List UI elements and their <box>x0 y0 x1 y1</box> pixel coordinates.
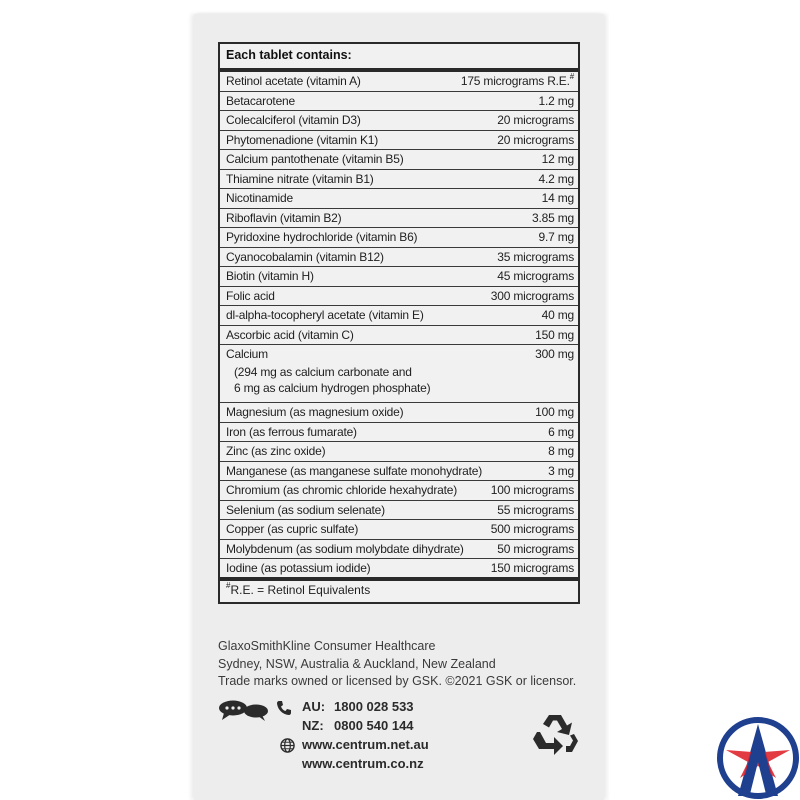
amount-value: 20 micrograms <box>497 132 574 147</box>
ingredient-amount <box>491 481 574 500</box>
ingredient-label: Retinol acetate (vitamin A) <box>226 74 361 88</box>
table-row <box>220 150 578 170</box>
ingredient-amount <box>497 131 574 150</box>
ingredient-label: dl-alpha-tocopheryl acetate (vitamin E) <box>226 308 424 322</box>
ingredient-amount <box>535 326 574 345</box>
ingredient-amount <box>497 540 574 559</box>
ingredient-label: Calcium pantothenate (vitamin B5) <box>226 152 404 166</box>
table-row <box>220 189 578 209</box>
table-footnote <box>220 581 578 600</box>
ingredient-amount <box>497 267 574 286</box>
ingredient-amount <box>548 462 574 481</box>
footnote-mark: # <box>226 581 231 590</box>
amount-value: 40 mg <box>541 308 574 322</box>
ingredient-name <box>226 423 357 442</box>
table-row <box>220 559 578 581</box>
ingredient-label: Molybdenum (as sodium molybdate dihydrate) <box>226 541 464 556</box>
ingredient-label: Ascorbic acid (vitamin C) <box>226 327 354 342</box>
ingredient-amount <box>491 559 574 578</box>
ingredient-name <box>226 267 314 286</box>
store-logo <box>716 716 800 800</box>
table-row <box>220 209 578 229</box>
table-row <box>220 481 578 501</box>
table-row <box>220 442 578 462</box>
ingredient-detail: 6 mg as calcium hydrogen phosphate) <box>234 381 431 395</box>
table-row <box>220 520 578 540</box>
table-row <box>220 72 578 92</box>
ingredient-name <box>226 131 378 150</box>
ingredient-name <box>226 92 295 111</box>
chat-bubbles-icon <box>218 700 270 722</box>
ingredient-label: Calcium <box>226 347 268 361</box>
trademark-notice: Trade marks owned or licensed by GSK. ©2021 GSK or licensor. <box>218 674 577 688</box>
ingredient-amount <box>497 111 574 130</box>
ingredient-label: Iron (as ferrous fumarate) <box>226 424 357 439</box>
amount-value: 150 micrograms <box>490 561 574 575</box>
ingredient-label: Thiamine nitrate (vitamin B1) <box>226 171 374 186</box>
table-row <box>220 326 578 346</box>
ingredient-label: Folic acid <box>226 288 275 303</box>
ingredient-label: Nicotinamide <box>226 191 293 205</box>
website-au-link[interactable]: www.centrum.net.au <box>302 737 429 752</box>
ingredient-name <box>226 209 341 228</box>
table-row <box>220 501 578 521</box>
ingredient-label: Iodine (as potassium iodide) <box>226 561 371 575</box>
ingredient-label: Betacarotene <box>226 93 295 108</box>
table-row <box>220 248 578 268</box>
phone-icon <box>276 700 292 716</box>
ingredient-name <box>226 559 370 578</box>
table-row <box>220 306 578 326</box>
ingredient-label: Cyanocobalamin (vitamin B12) <box>226 249 384 264</box>
table-row <box>220 462 578 482</box>
ingredient-name <box>226 150 404 169</box>
ingredient-amount <box>542 306 574 325</box>
amount-value: 50 micrograms <box>497 541 574 556</box>
ingredient-label: Phytomenadione (vitamin K1) <box>226 132 379 147</box>
nutrition-table <box>218 42 580 604</box>
amount-value: 14 mg <box>541 191 574 205</box>
amount-value: 45 micrograms <box>497 269 574 283</box>
ingredient-amount <box>539 92 575 111</box>
nz-phone-number[interactable]: 0800 540 144 <box>334 718 414 733</box>
ingredient-amount <box>497 501 574 520</box>
table-row <box>220 131 578 151</box>
amount-value: 300 micrograms <box>490 288 574 303</box>
ingredient-amount <box>532 209 574 228</box>
footnote-text: R.E. = Retinol Equivalents <box>230 583 371 597</box>
ingredient-name <box>226 326 354 345</box>
au-label: AU: <box>302 699 326 714</box>
ingredient-name <box>226 442 325 461</box>
ingredient-name <box>226 287 275 306</box>
ingredient-detail: (294 mg as calcium carbonate and <box>234 365 412 379</box>
amount-footnote-mark: # <box>569 72 574 81</box>
amount-value: 12 mg <box>541 152 574 166</box>
au-phone-number[interactable]: 1800 028 533 <box>334 699 414 714</box>
table-row <box>220 170 578 190</box>
amount-value: 20 micrograms <box>497 113 574 127</box>
amount-value: 55 micrograms <box>497 502 574 517</box>
amount-value: 4.2 mg <box>538 171 574 186</box>
ingredient-label: Manganese (as manganese sulfate monohydrate) <box>226 463 483 478</box>
ingredient-label: Riboflavin (vitamin B2) <box>226 210 342 225</box>
amount-value: 6 mg <box>548 424 574 439</box>
ingredient-amount <box>535 345 574 364</box>
ingredient-amount <box>539 228 575 247</box>
ingredient-amount <box>491 287 574 306</box>
amount-value: 8 mg <box>548 444 574 458</box>
ingredient-name <box>226 306 424 325</box>
company-name: GlaxoSmithKline Consumer Healthcare <box>218 639 436 653</box>
ingredient-label: Chromium (as chromic chloride hexahydrate) <box>226 483 458 497</box>
website-nz-link[interactable]: www.centrum.co.nz <box>302 756 424 771</box>
ingredient-label: Pyridoxine hydrochloride (vitamin B6) <box>226 230 418 244</box>
ingredient-amount <box>542 150 574 169</box>
ingredient-label: Zinc (as zinc oxide) <box>226 444 326 458</box>
amount-value: 300 mg <box>535 347 574 361</box>
ingredient-name <box>226 189 293 208</box>
table-row <box>220 345 578 403</box>
ingredient-label: Biotin (vitamin H) <box>226 269 314 283</box>
ingredient-amount <box>548 442 574 461</box>
ingredient-amount <box>535 403 574 422</box>
ingredient-name <box>226 228 417 247</box>
ingredient-name <box>226 501 385 520</box>
nz-label: NZ: <box>302 718 324 733</box>
ingredient-name <box>226 248 384 267</box>
table-row <box>220 228 578 248</box>
amount-value: 3 mg <box>548 463 574 478</box>
ingredient-amount <box>542 189 574 208</box>
table-row <box>220 540 578 560</box>
ingredient-name <box>226 540 464 559</box>
globe-icon <box>280 738 295 753</box>
amount-value: 500 micrograms <box>490 522 574 536</box>
table-row <box>220 287 578 307</box>
table-heading: Each tablet contains: <box>220 44 578 72</box>
ingredient-label: Magnesium (as magnesium oxide) <box>226 405 404 419</box>
ingredient-name <box>226 403 403 422</box>
amount-value: 9.7 mg <box>538 230 574 244</box>
ingredient-label: Colecalciferol (vitamin D3) <box>226 113 361 127</box>
ingredient-name <box>226 345 430 396</box>
amount-value: 100 micrograms <box>490 483 574 497</box>
ingredient-amount <box>548 423 574 442</box>
company-location: Sydney, NSW, Australia & Auckland, New Zealand <box>218 656 496 671</box>
amount-value: 175 micrograms R.E. <box>460 74 570 88</box>
ingredient-amount <box>461 72 574 91</box>
table-row <box>220 403 578 423</box>
ingredient-name <box>226 481 457 500</box>
ingredient-name <box>226 111 361 130</box>
ingredient-amount <box>491 520 574 539</box>
ingredient-label: Selenium (as sodium selenate) <box>226 502 385 517</box>
table-row <box>220 111 578 131</box>
amount-value: 3.85 mg <box>532 210 574 225</box>
ingredient-name <box>226 72 361 91</box>
ingredient-name <box>226 520 358 539</box>
table-rows <box>220 72 578 581</box>
company-info <box>218 638 588 691</box>
amount-value: 35 micrograms <box>497 249 574 264</box>
amount-value: 150 mg <box>535 327 574 342</box>
ingredient-name <box>226 462 482 481</box>
table-row <box>220 92 578 112</box>
ingredient-label: Copper (as cupric sulfate) <box>226 522 359 536</box>
table-row <box>220 267 578 287</box>
ingredient-amount <box>539 170 575 189</box>
ingredient-name <box>226 170 374 189</box>
table-row <box>220 423 578 443</box>
recycle-icon <box>530 712 580 758</box>
ingredient-amount <box>497 248 574 267</box>
amount-value: 1.2 mg <box>538 93 574 108</box>
amount-value: 100 mg <box>535 405 574 419</box>
